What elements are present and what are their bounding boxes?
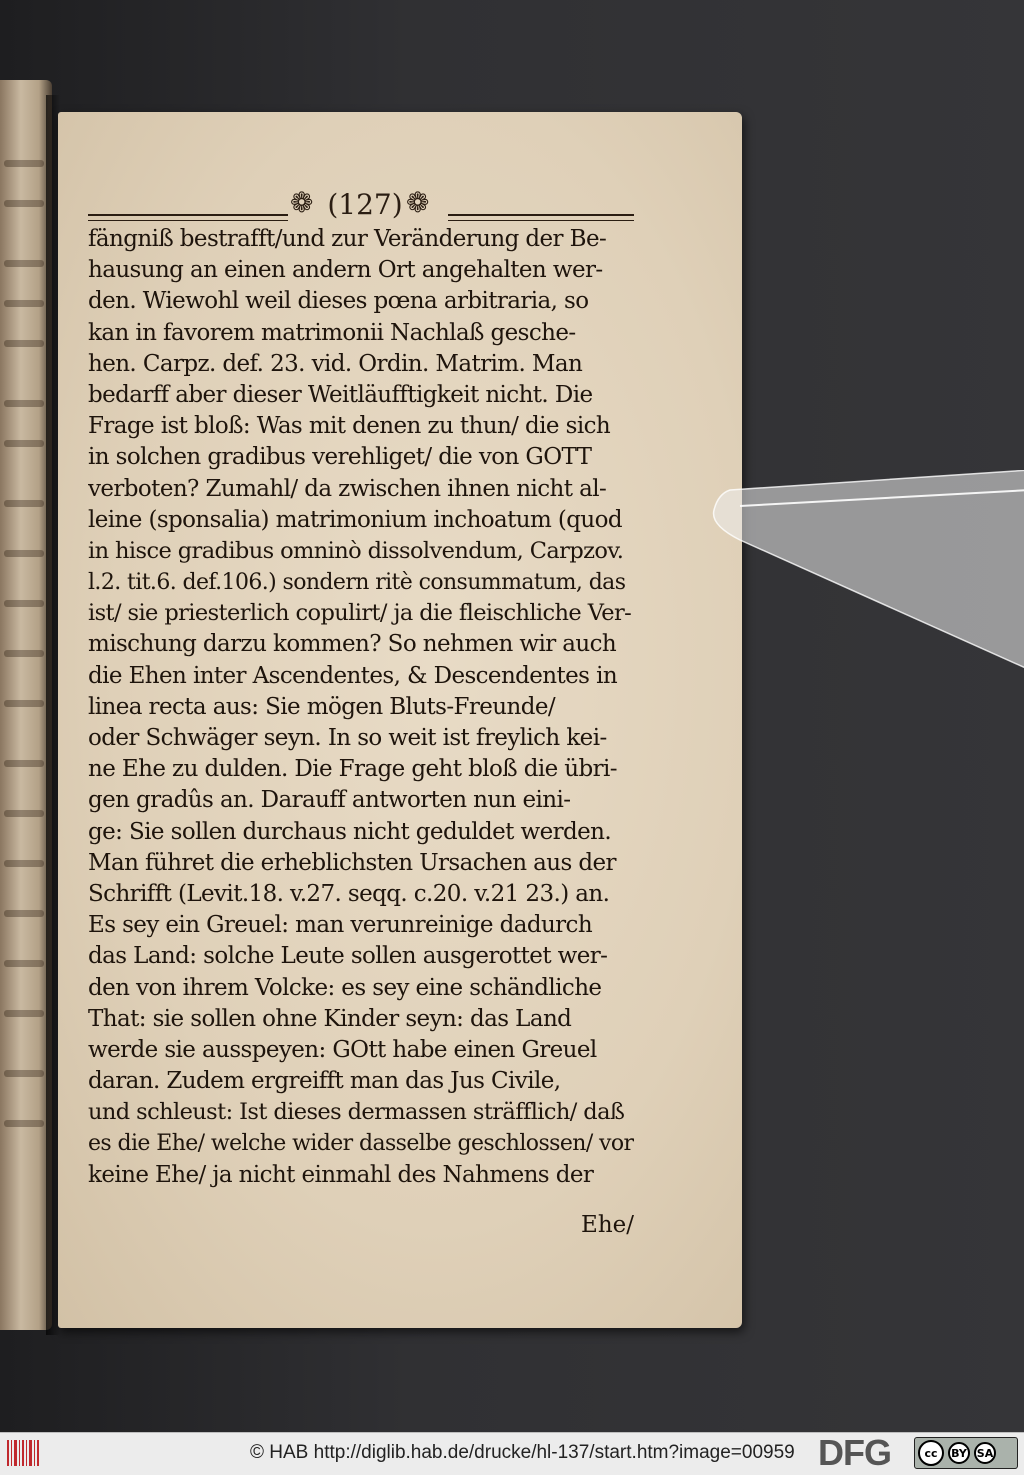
text-line: ist/ sie priesterlich copulirt/ ja die fleischliche Ver-: [88, 600, 632, 627]
text-line: Frage ist bloß: Was mit denen zu thun/ die sich: [88, 413, 611, 440]
text-line: l.2. tit.6. def.106.) sondern ritè consummatum, das: [88, 570, 626, 596]
page-pointer-icon: [700, 470, 1024, 670]
text-line: Schrifft (Levit.18. v.27. seqq. c.20. v.21 23.) an.: [88, 880, 610, 907]
page-number: (127): [327, 188, 403, 221]
copyright-link[interactable]: © HAB http://diglib.hab.de/drucke/hl-137/start.htm?image=00959: [250, 1442, 795, 1463]
text-line: in hisce gradibus omninò dissolvendum, Carpzov.: [88, 537, 624, 564]
header-rule-right: [448, 214, 634, 216]
creative-commons-icon[interactable]: [914, 1437, 1018, 1469]
text-line: linea recta aus: Sie mögen Bluts-Freunde/: [88, 693, 556, 720]
page-text: [88, 224, 634, 1191]
text-line: das Land: solche Leute sollen ausgerottet wer-: [88, 943, 608, 970]
text-line: die Ehen inter Ascendentes, & Descendentes in: [88, 662, 618, 689]
text-line: kan in favorem matrimonii Nachlaß gesche-: [88, 319, 576, 346]
text-line: es die Ehe/ welche wider dasselbe geschlossen/ vor: [88, 1131, 634, 1157]
text-line: hausung an einen andern Ort angehalten wer-: [88, 257, 603, 284]
text-line: den. Wiewohl weil dieses pœna arbitraria, so: [88, 288, 589, 315]
header-rule-left-thin: [88, 220, 288, 221]
text-line: und schleust: Ist dieses dermassen sträfflich/ daß: [88, 1099, 625, 1126]
barcode-icon: [6, 1438, 42, 1468]
ornament-right-icon: ❁: [406, 186, 430, 219]
text-line: gen gradûs an. Darauff antworten nun eini-: [88, 787, 571, 814]
text-line: Es sey ein Greuel: man verunreinige dadurch: [88, 912, 593, 939]
text-line: den von ihrem Volcke: es sey eine schändliche: [88, 974, 602, 1001]
text-line: mischung darzu kommen? So nehmen wir auch: [88, 631, 617, 658]
text-line: ne Ehe zu dulden. Die Frage geht bloß die übri-: [88, 756, 617, 783]
sa-symbol: SA: [974, 1442, 996, 1464]
text-line: werde sie ausspeyen: GOtt habe einen Greuel: [88, 1036, 597, 1063]
text-line: ge: Sie sollen durchaus nicht geduldet werden.: [88, 818, 612, 845]
text-line: fängniß bestrafft/und zur Veränderung der Be-: [88, 226, 607, 252]
adjacent-page-edge: [0, 80, 52, 1330]
text-line: verboten? Zumahl/ da zwischen ihnen nicht al-: [88, 475, 607, 502]
text-line: daran. Zudem ergreifft man das Jus Civile,: [88, 1068, 561, 1095]
page-header: [88, 186, 634, 226]
text-line: in solchen gradibus verehliget/ die von GOTT: [88, 444, 592, 471]
ornament-left-icon: ❁: [290, 186, 314, 219]
text-line: Man führet die erheblichsten Ursachen aus der: [88, 849, 616, 876]
text-line: leine (sponsalia) matrimonium inchoatum (quod: [88, 506, 622, 533]
header-rule-right-thin: [448, 220, 634, 221]
text-line: That: sie sollen ohne Kinder seyn: das Land: [88, 1005, 572, 1032]
text-line: hen. Carpz. def. 23. vid. Ordin. Matrim. Man: [88, 350, 583, 377]
text-line: oder Schwäger seyn. In so weit ist freylich kei-: [88, 725, 607, 751]
text-line: bedarff aber dieser Weitläufftigkeit nicht. Die: [88, 381, 593, 408]
text-line: keine Ehe/ ja nicht einmahl des Nahmens der: [88, 1161, 594, 1188]
catchword: Ehe/: [581, 1212, 634, 1238]
cc-symbol: cc: [918, 1440, 944, 1466]
dfg-logo: DFG: [818, 1432, 891, 1473]
by-symbol: BY: [948, 1442, 970, 1464]
header-rule-left: [88, 214, 288, 216]
